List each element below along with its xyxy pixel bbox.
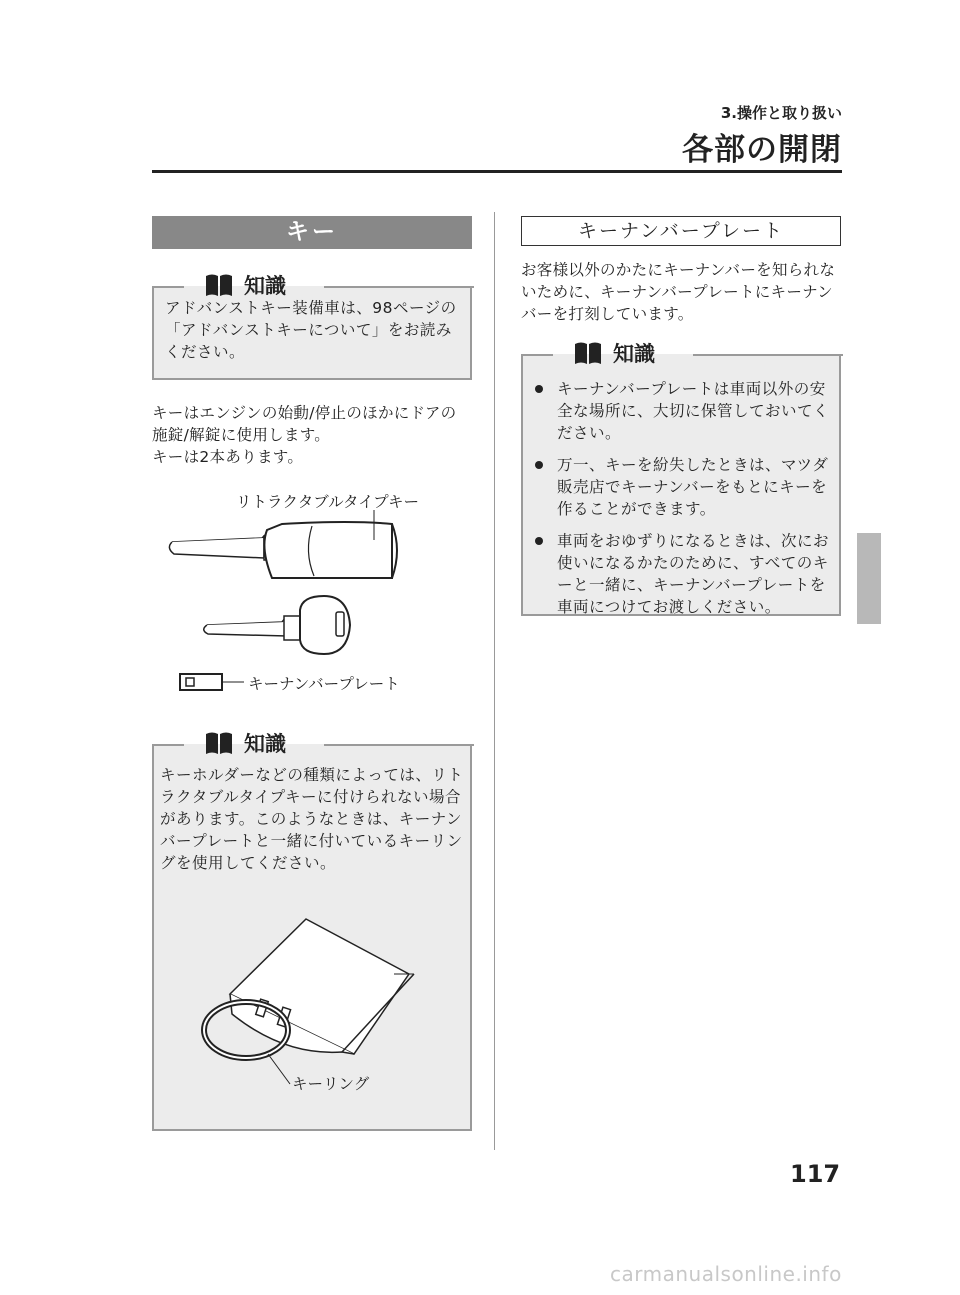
- note-header: [204, 727, 286, 759]
- page-number: 117: [790, 1160, 841, 1188]
- label-retractable-key: リトラクタブルタイプキー: [236, 493, 420, 511]
- label-key-number-plate: キーナンバープレート: [248, 675, 400, 693]
- note-label: 知識: [244, 274, 286, 298]
- note-text: キーホルダーなどの種類によっては、リトラクタブルタイプキーに付けられない場合があります。このようなときは、キーナンバープレートと一緒に付いているキーリングを使用してください。: [160, 766, 464, 872]
- book-icon: [204, 730, 234, 756]
- leader-line-ring: [268, 1054, 290, 1084]
- page-title: 各部の開閉: [682, 132, 842, 168]
- keys-illustration: [152, 480, 482, 700]
- chapter-thumb-tab: [857, 533, 881, 624]
- column-divider: [494, 212, 495, 1150]
- key-description: キーはエンジンの始動/停止のほかにドアの 施錠/解錠に使用します。 キーは2本あります。: [152, 404, 457, 466]
- watermark: carmanualsonline.info: [610, 1262, 842, 1286]
- note-box-key-ring: [152, 732, 472, 1131]
- note-box-advanced-key: [152, 274, 472, 380]
- note-label: 知識: [244, 732, 286, 756]
- note-text: アドバンストキー装備車は、98ページの「アドバンストキーについて」をお読みください。: [165, 299, 457, 361]
- note-label: 知識: [613, 342, 655, 366]
- note-header: [573, 337, 655, 369]
- list-item: 車両をおゆずりになるときは、次にお使いになるかたのために、すべてのキーと一緒に、キーナンバープレートを車両につけてお渡しください。: [527, 530, 833, 618]
- chapter-label: 3.操作と取り扱い: [720, 104, 842, 122]
- list-item: キーナンバープレートは車両以外の安全な場所に、大切に保管しておいてください。: [527, 378, 833, 444]
- list-item: 万一、キーを紛失したときは、マツダ販売店でキーナンバーをもとにキーを作ることができます。: [527, 454, 833, 520]
- book-icon: [204, 272, 234, 298]
- note-box-key-number: [521, 342, 841, 616]
- header-rule: [152, 170, 842, 173]
- section-title-key: キー: [152, 216, 472, 249]
- section-title-key-number-plate: キーナンバープレート: [521, 216, 841, 246]
- book-icon: [573, 340, 603, 366]
- label-key-ring: キーリング: [292, 1075, 370, 1093]
- note-bullet-list: [527, 378, 833, 628]
- key-number-plate-description: お客様以外のかたにキーナンバーを知られないために、キーナンバープレートにキーナンバーを打刻しています。: [521, 261, 836, 323]
